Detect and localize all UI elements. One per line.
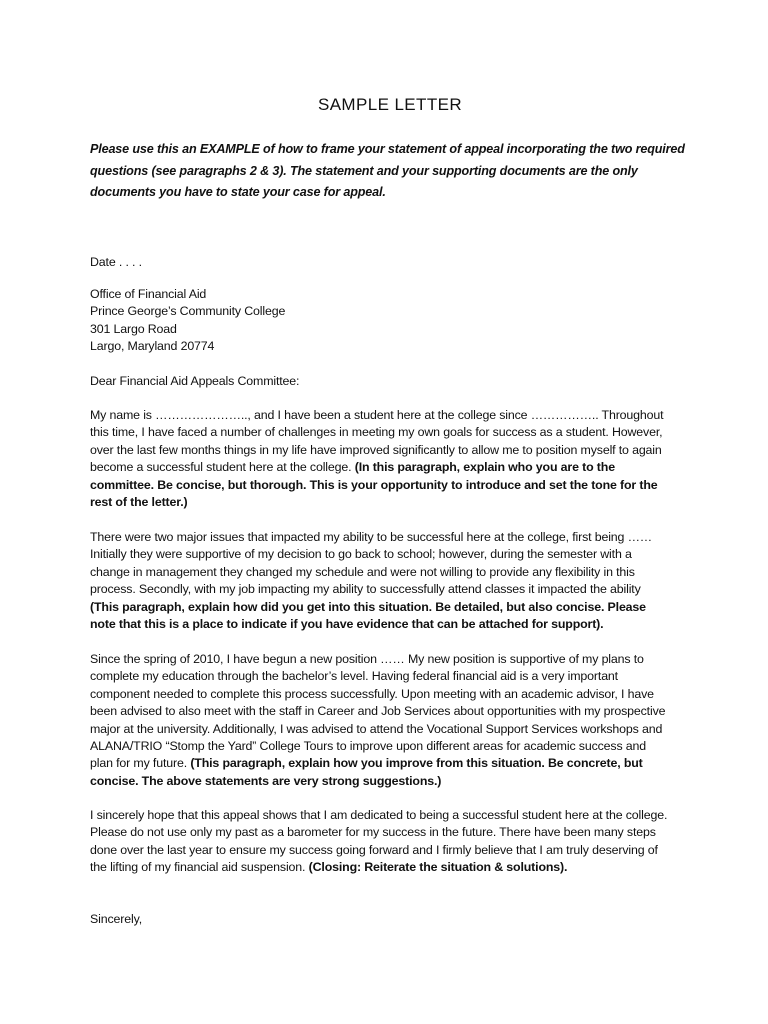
recipient-address — [90, 286, 670, 356]
salutation: Dear Financial Aid Appeals Committee: — [90, 374, 300, 388]
paragraph-guidance-note: (This paragraph, explain how you improve from this situation. Be concrete, but concise. The above statements are very strong suggestions.) — [90, 756, 643, 788]
paragraph-guidance-note: (In this paragraph, explain who you are to the committee. Be concise, but thorough. This is your opportunity to introduce and set the tone for the rest of the letter.) — [90, 460, 658, 510]
address-line: 301 Largo Road — [90, 321, 177, 336]
paragraph-body: I sincerely hope that this appeal shows that I am dedicated to being a successful student here at the college. Please do not use only my past as a barometer for my success in the future. There have been many steps done over the last year to ensure my success going forward and I firmly believe that I am truly deserving of the lifting of my financial aid suspension. — [90, 808, 668, 875]
address-line: Office of Financial Aid — [90, 287, 207, 301]
paragraph-guidance-note: (This paragraph, explain how did you get into this situation. Be detailed, but also concise. Please note that this is a place to indicate if you have evidence that can be attached for support). — [90, 599, 646, 632]
paragraph-body: Since the spring of 2010, I have begun a new position …… My new position is supportive of my plans to complete my education through the bachelor’s level. Having federal financial aid is a very important component needed to complete this process successfully. Upon meeting with an academic advisor, I have been advised to also meet with the staff in Career and Job Services about opportunities with my prospective major at the university. Additionally, I was advised to attend the Vocational Support Services workshops and ALANA/TRIO “Stomp the Yard” College Tours to improve upon different areas for academic success and plan for my future. — [90, 652, 666, 771]
page-title: SAMPLE LETTER — [317, 95, 463, 114]
address-line: Prince George’s Community College — [90, 304, 286, 319]
paragraph-guidance-note: (Closing: Reiterate the situation & solutions). — [308, 860, 568, 875]
instructions-text: Please use this an EXAMPLE of how to frame your statement of appeal incorporating the two required questions (see paragraphs 2 & 3). The statement and your supporting documents are the only documents you have to state your case for appeal. — [90, 142, 685, 199]
paragraph-introduction — [90, 407, 670, 511]
paragraph-issues — [90, 529, 670, 633]
paragraph-body: There were two major issues that impacted my ability to be successful here at the college, first being …… Initially they were supportive of my decision to go back to school; however, during the semester with a change in management they changed my schedule and were not willing to provide any flexibility in this process. Secondly, with my job impacting my ability to successfully attend classes it impacted the ability — [90, 530, 653, 597]
paragraph-body: My name is ………………….., and I have been a student here at the college since …………….. Throughout this time, I have faced a number of challenges in meeting my own goals for success as a student. However, over the last few months things in my life have improved significantly to allow me to position myself to again become a successful student here at the college. — [90, 408, 664, 475]
address-line: Largo, Maryland 20774 — [90, 339, 215, 354]
date-line: Date . . . . — [90, 255, 142, 269]
paragraph-improvement — [90, 651, 670, 790]
paragraph-closing — [90, 807, 670, 877]
sign-off: Sincerely, — [90, 912, 142, 926]
